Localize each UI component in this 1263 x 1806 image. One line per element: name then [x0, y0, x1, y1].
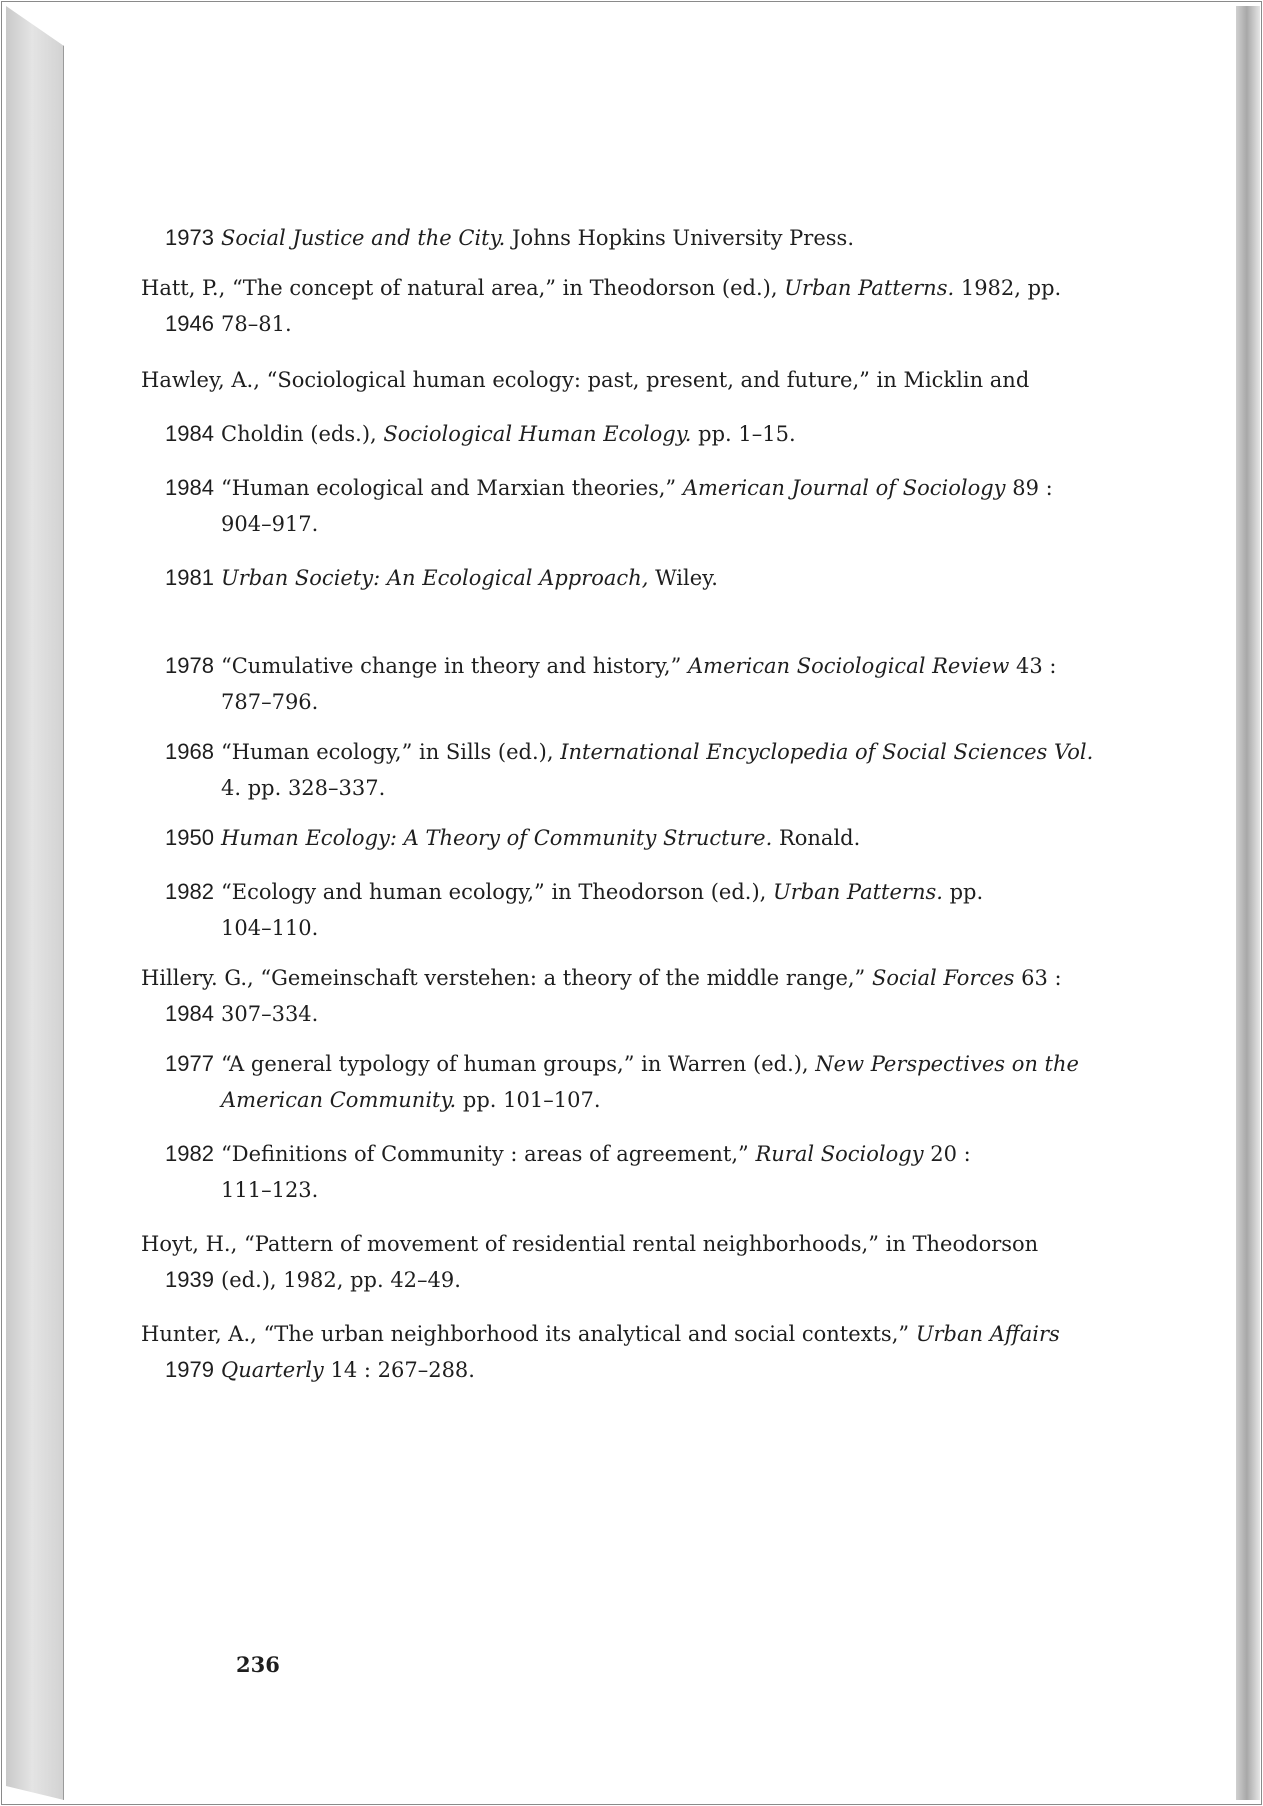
entry-line [141, 996, 1091, 1032]
reference-entry [141, 874, 1091, 946]
entry-year: 1984 [165, 1001, 214, 1026]
entry-author: Hillery. G., [141, 966, 254, 990]
reference-list [141, 220, 1094, 1388]
entry-author: Hatt, P., [141, 276, 226, 300]
entry-line [141, 1262, 1091, 1298]
entry-title: Urban Affairs [915, 1322, 1060, 1346]
entry-continuation: 787–796. [221, 690, 319, 714]
entry-tail: 1982, pp. [954, 276, 1062, 300]
reference-entry [141, 734, 1094, 806]
entry-year: 1981 [165, 565, 214, 590]
entry-year: 1982 [165, 1141, 214, 1166]
entry-line [141, 734, 1094, 770]
entry-tail: 20 : [923, 1142, 971, 1166]
entry-continuation: 307–334. [221, 1002, 319, 1026]
reference-entry [141, 1316, 1091, 1388]
entry-line [141, 270, 1091, 306]
entry-continuation: 4. pp. 328–337. [221, 776, 386, 800]
entry-author: Hoyt, H., [141, 1232, 238, 1256]
entry-line [141, 470, 1091, 506]
entry-line [141, 1226, 1091, 1262]
book-spine [6, 6, 64, 1800]
entry-text: “Gemeinschaft verstehen: a theory of the middle range,” [260, 966, 872, 990]
entry-line [141, 416, 1091, 452]
entry-title: Sociological Human Ecology. [383, 422, 692, 446]
entry-title: Social Forces [871, 966, 1015, 990]
entry-year: 1982 [165, 879, 214, 904]
entry-line [141, 1316, 1091, 1352]
entry-continuation-title: American Community. [221, 1088, 457, 1112]
entry-line [141, 1046, 1091, 1082]
reference-entry [141, 820, 1091, 856]
entry-text: Choldin (eds.), [221, 422, 384, 446]
entry-year: 1979 [165, 1357, 214, 1382]
page-number: 236 [236, 1652, 280, 1677]
entry-title: American Sociological Review [688, 654, 1010, 678]
entry-year: 1973 [165, 225, 214, 250]
entry-text: “Sociological human ecology: past, present, and future,” in Micklin and [266, 368, 1030, 392]
entry-continuation-title: Quarterly [221, 1358, 324, 1382]
entry-text: “The concept of natural area,” in Theodorson (ed.), [231, 276, 785, 300]
reference-entry [141, 416, 1091, 452]
reference-entry [141, 1136, 1091, 1208]
entry-tail: 43 : [1009, 654, 1057, 678]
entry-text: “Human ecology,” in Sills (ed.), [221, 740, 561, 764]
entry-continuation: 104–110. [221, 916, 319, 940]
entry-line [141, 1352, 1091, 1388]
entry-tail: pp. 1–15. [691, 422, 796, 446]
entry-author: Hawley, A., [141, 368, 260, 392]
entry-line [141, 560, 1091, 596]
entry-text: “A general typology of human groups,” in Warren (ed.), [221, 1052, 816, 1076]
entry-title: Urban Patterns. [784, 276, 955, 300]
entry-year: 1950 [165, 825, 214, 850]
entry-tail: pp. [942, 880, 984, 904]
entry-line [141, 874, 1091, 910]
entry-continuation-tail: 14 : 267–288. [323, 1358, 475, 1382]
reference-entry [141, 220, 1091, 256]
entry-year: 1978 [165, 653, 214, 678]
reference-entry [141, 560, 1091, 596]
reference-entry [141, 270, 1091, 342]
entry-title: Rural Sociology [755, 1142, 924, 1166]
entry-tail: 89 : [1005, 476, 1053, 500]
entry-line [141, 306, 1091, 342]
entry-title: Urban Society: An Ecological Approach, [221, 566, 649, 590]
entry-text: “Cumulative change in theory and history,” [221, 654, 688, 678]
entry-line [141, 960, 1091, 996]
entry-title: New Perspectives on the [815, 1052, 1079, 1076]
reference-entry [141, 1046, 1091, 1118]
entry-year: 1984 [165, 421, 214, 446]
entry-line [141, 1136, 1091, 1172]
entry-year: 1977 [165, 1051, 214, 1076]
reference-entry [141, 362, 1091, 398]
entry-line [141, 220, 1091, 256]
entry-title: Human Ecology: A Theory of Community Structure. [221, 826, 773, 850]
page-edge-shadow [1236, 6, 1260, 1800]
entry-text: “The urban neighborhood its analytical and social contexts,” [263, 1322, 916, 1346]
entry-line [141, 820, 1091, 856]
entry-tail: Johns Hopkins University Press. [505, 226, 854, 250]
entry-year: 1984 [165, 475, 214, 500]
reference-entry [141, 648, 1091, 720]
entry-continuation: (ed.), 1982, pp. 42–49. [221, 1268, 461, 1292]
entry-continuation: 78–81. [221, 312, 292, 336]
entry-author: Hunter, A., [141, 1322, 257, 1346]
entry-continuation: 111–123. [221, 1178, 319, 1202]
entry-line [141, 648, 1091, 684]
entry-year: 1946 [165, 311, 214, 336]
reference-entry [141, 1226, 1091, 1298]
entry-year: 1939 [165, 1267, 214, 1292]
entry-tail: Ronald. [772, 826, 861, 850]
entry-year: 1968 [165, 739, 214, 764]
reference-entry [141, 470, 1091, 542]
entry-continuation [141, 1082, 1091, 1118]
entry-tail: 63 : [1014, 966, 1062, 990]
entry-title: Social Justice and the City. [221, 226, 506, 250]
entry-text: “Human ecological and Marxian theories,” [221, 476, 683, 500]
entry-title: Urban Patterns. [773, 880, 943, 904]
entry-text: “Definitions of Community : areas of agreement,” [221, 1142, 756, 1166]
reference-entry [141, 960, 1091, 1032]
entry-continuation: 904–917. [221, 512, 319, 536]
entry-text: “Pattern of movement of residential rental neighborhoods,” in Theodorson [243, 1232, 1039, 1256]
entry-title: International Encyclopedia of Social Sciences Vol. [560, 740, 1094, 764]
entry-continuation-tail: pp. 101–107. [456, 1088, 601, 1112]
entry-tail: Wiley. [648, 566, 718, 590]
entry-line [141, 362, 1091, 398]
entry-text: “Ecology and human ecology,” in Theodorson (ed.), [221, 880, 773, 904]
entry-title: American Journal of Sociology [682, 476, 1006, 500]
